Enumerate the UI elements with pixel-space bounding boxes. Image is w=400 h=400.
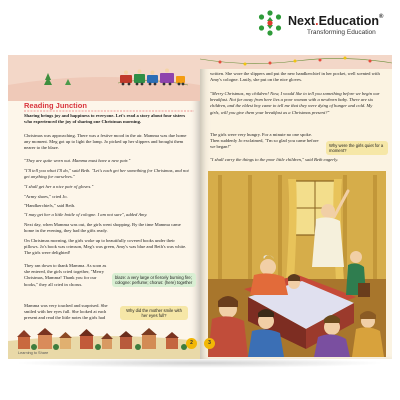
right-para-2: The girls were very hungry. For a minute no one spoke. Then suddenly Jo exclaimed, "I'm so glad you came before we began!" (210, 132, 319, 150)
story-quote-1: "They are quite worn out. Mamma must have a new pair." (24, 158, 131, 163)
page-number-right: 3 (204, 338, 215, 349)
question-note: Why did the mother smile with her eyes full? (120, 306, 188, 320)
open-book (8, 55, 392, 365)
question-note-right: Why were the girls quiet for a moment? (326, 141, 388, 155)
story-quote-3: "I shall get her a nice pair of gloves." (24, 184, 94, 189)
story-quote-2: "I'll tell you what I'll do," said Beth. "Let's each get her something for Christmas, and not get anything for ourselves." (24, 168, 189, 180)
page-number-left: 2 (186, 338, 197, 349)
heading-underline (24, 110, 194, 112)
story-para-2: Next day, when Mamma was out, the girls went shopping. By the time Mamma came home in the evening, they had the gifts ready. (24, 222, 181, 234)
story-quote-5: "Handkerchiefs," said Beth. (24, 203, 76, 208)
right-quote-1: "Merry Christmas, my children! Now, I would like to tell you something before we begin our breakfast. Not far away from here lies a poor woman with a newborn baby. There are six children, and the eldest boy came to tell me that they were dying of hunger and cold. My girls, will you give them your breakfast as a Christmas present?" (210, 91, 380, 115)
story-quote-6: "I may get her a little bottle of cologne. I am not sure", added Amy. (24, 212, 148, 217)
footer-label: Learning to Share (18, 351, 49, 355)
story-para-4: They ran down to thank Mamma. As soon as she entered, the girls cried together, "Merry Christmas, Mamma! Thank you for our books," they all cried in chorus. (24, 263, 107, 287)
brand-name: Next.Education® (288, 14, 384, 28)
right-page (200, 55, 392, 359)
intro-text: Sharing brings joy and happiness to everyone. Let's read a story about four sisters who experienced the joy of sharing one Christmas morning. (24, 113, 186, 125)
brand-tagline: Transforming Education (307, 29, 376, 36)
christmas-train-illustration (8, 55, 200, 101)
people-circle-icon (255, 8, 285, 38)
left-page (8, 55, 200, 359)
family-room-illustration (208, 171, 386, 357)
right-para-1: written. She wore the slippers and put the new handkerchief in her pocket, well scented with Amy's cologne. Lastly, she put on the nice gloves. (210, 71, 380, 83)
story-para-3: On Christmas morning, the girls woke up to beautifully covered books under their pillows. Jo's book was crimson, Meg's was green, Amy's was blue and Beth's was white. The girls were delighted! (24, 238, 187, 256)
story-para-1: Christmas was approaching. There was a festive mood in the air. Mamma was due home any moment. Meg got up to light the lamp. Jo picked up her slippers and brought them nearer to the blaze. (24, 133, 187, 151)
story-quote-4: "Army shoes," cried Jo. (24, 194, 68, 199)
story-para-5: Mamma was very touched and surprised. She smiled with her eyes full. She looked at each present and read the little notes the girls had (24, 303, 108, 321)
glossary-note: blaze: a very large or fiercely burning fire; cologne: perfume; chorus: (here) together (112, 273, 196, 287)
christmas-lights-illustration (200, 55, 392, 69)
section-heading: Reading Junction (24, 101, 87, 110)
next-education-logo (255, 8, 395, 42)
right-quote-2: "I shall carry the things to the poor little children," said Beth eagerly. (210, 157, 339, 162)
